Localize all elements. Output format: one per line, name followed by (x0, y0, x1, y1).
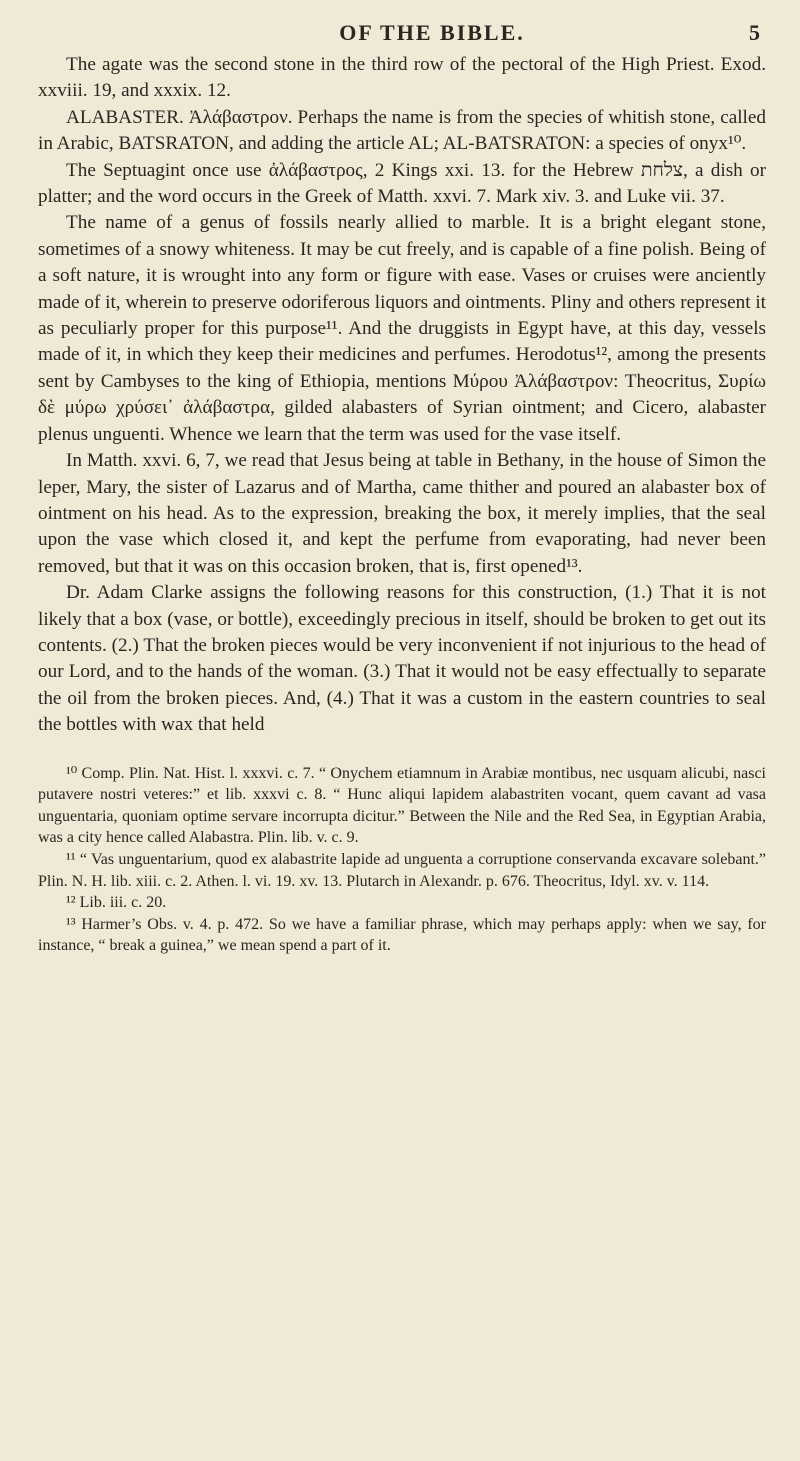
footnote-11: ¹¹ “ Vas unguentarium, quod ex alabastrite lapide ad unguenta a corruptione conservanda excavare solebant.” Plin. N. H. lib. xiii. c. 2. Athen. l. vi. 19. xv. 13. Plutarch in Alexandr. p. 676. Theocritus, Idyl. xv. v. 114. (38, 850, 766, 890)
running-head: OF THE BIBLE. (339, 20, 525, 45)
paragraph-adam-clarke: Dr. Adam Clarke assigns the following reasons for this construction, (1.) That it is not likely that a box (vase, or bottle), exceedingly precious in itself, should be broken to get out its contents. (2.) That the broken pieces would be very inconvenient if not injurious to the head of our Lord, and to the hands of the woman. (3.) That it would not be easy effectually to separate the oil from the broken pieces. And, (4.) That it was a custom in the eastern countries to seal the bottles with wax that held (38, 582, 766, 736)
page-header (38, 14, 766, 52)
main-text (38, 52, 766, 739)
footnote-12: ¹² Lib. iii. c. 20. (66, 894, 167, 912)
footnote-13: ¹³ Harmer’s Obs. v. 4. p. 472. So we have a familiar phrase, which may perhaps apply: when we say, for instance, “ break a guinea,” we mean spend a part of it. (38, 915, 766, 955)
paragraph-alabaster-entry: ALABASTER. Ἀλάβαστρον. Perhaps the name is from the species of whitish stone, called in Arabic, BATSRATON, and adding the article AL; AL-BATSRATON: a species of onyx¹⁰. (38, 106, 766, 155)
paragraph-matthew-bethany: In Matth. xxvi. 6, 7, we read that Jesus being at table in Bethany, in the house of Simon the leper, Mary, the sister of Lazarus and of Martha, came thither and poured an alabaster box of ointment on his head. As to the expression, breaking the box, it merely implies, that the seal upon the vase which closed it, and kept the perfume from evaporating, had never been removed, but that it was on this occasion broken, that is, first opened¹³. (38, 450, 766, 577)
page-number: 5 (749, 20, 760, 45)
paragraph-genus-of-fossils: The name of a genus of fossils nearly allied to marble. It is a bright elegant stone, sometimes of a snowy whiteness. It may be cut freely, and is capable of a fine polish. Being of a soft nature, it is wrought into any form or figure with ease. Vases or cruises were anciently made of it, wherein to preserve odoriferous liquors and ointments. Pliny and others represent it as peculiarly proper for this purpose¹¹. And the druggists in Egypt have, at this day, vessels made of it, in which they keep their medicines and perfumes. Herodotus¹², among the presents sent by Cambyses to the king of Ethiopia, mentions Μύρου Ἀλάβαστρον: Theocritus, Συρίω δὲ μύρω χρύσει᾽ ἀλάβαστρα, gilded alabasters of Syrian ointment; and Cicero, alabaster plenus unguenti. Whence we learn that the term was used for the vase itself. (38, 212, 766, 445)
footnote-10: ¹⁰ Comp. Plin. Nat. Hist. l. xxxvi. c. 7. “ Onychem etiamnum in Arabiæ montibus, nec usquam alicubi, nasci putavere nostri veteres:” et lib. xxxvi c. 8. “ Hunc aliqui lapidem alabastriten vocant, quem cavant ad vasa unguentaria, quoniam optime servare incorrupta dicitur.” Between the Nile and the Red Sea, in Egyptian Arabia, was a city hence called Alabastra. Plin. lib. v. c. 9. (38, 764, 766, 847)
paragraph-septuagint: The Septuagint once use ἀλάβαστρος, 2 Kings xxi. 13. for the Hebrew צלחת, a dish or platter; and the word occurs in the Greek of Matth. xxvi. 7. Mark xiv. 3. and Luke vii. 37. (38, 159, 766, 208)
paragraph-agate: The agate was the second stone in the third row of the pectoral of the High Priest. Exod. xxviii. 19, and xxxix. 12. (38, 54, 766, 102)
footnotes (38, 763, 766, 957)
